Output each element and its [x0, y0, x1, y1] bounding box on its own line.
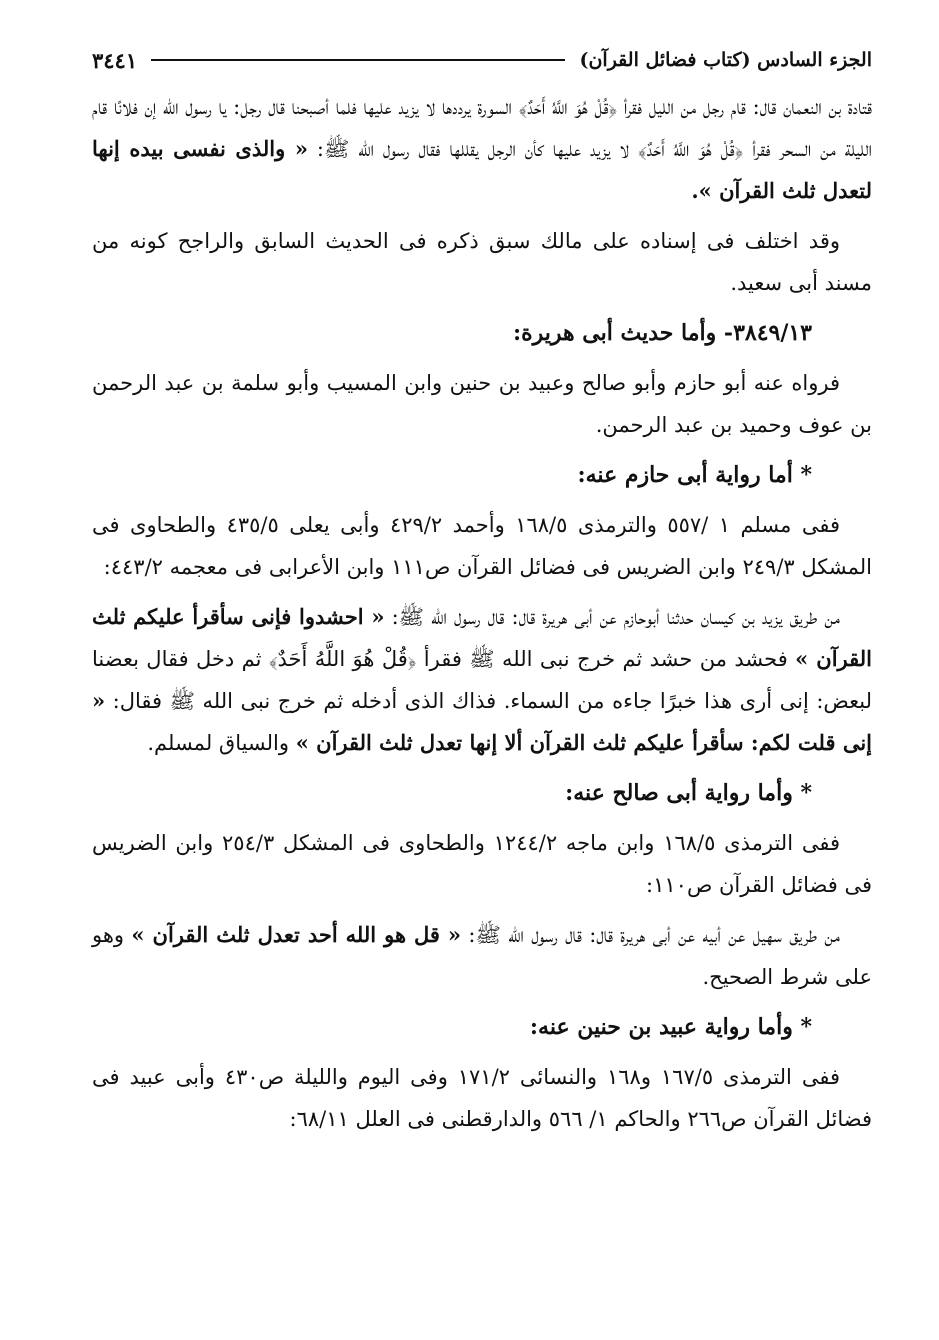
bold-text-segment: * أما رواية أبى حازم عنه: [577, 462, 812, 488]
text-segment: فرواه عنه أبو حازم وأبو صالح وعبيد بن حنين وابن المسيب وأبو سلمة بن عبد الرحمن بن عوف وحميد بن عبد الرحمن. [92, 371, 872, 437]
page-header [92, 40, 872, 80]
section-heading [92, 454, 872, 496]
text-segment: من طريق سهيل عن أبيه عن أبى هريرة قال: قال رسول الله ﷺ: [461, 923, 840, 947]
text-segment: وقد اختلف فى إسناده على مالك سبق ذكره فى الحديث السابق والراجح كونه من مسند أبى سعيد. [92, 229, 872, 295]
text-segment: وهو على شرط الصحيح. [92, 923, 872, 989]
bold-text-segment: « والذى نفسى بيده إنها لتعدل ثلث القرآن ». [92, 136, 872, 203]
paragraph [92, 362, 872, 446]
paragraph [92, 822, 872, 906]
paragraph [92, 1056, 872, 1140]
text-segment: ففى الترمذى ١٦٧/٥ و١٦٨ والنسائى ١٧١/٢ وفى اليوم والليلة ص٤٣٠ وأبى عبيد فى فضائل القرآن ص٢٦٦ والحاكم ١/ ٥٦٦ والدارقطنى فى العلل ٦٨/١١: [92, 1065, 872, 1131]
page-number: ٣٤٤١ [92, 47, 138, 73]
bold-text-segment: « قل هو الله أحد تعدل ثلث القرآن » [131, 922, 462, 947]
header-rule [151, 59, 565, 61]
running-title: الجزء السادس (كتاب فضائل القرآن) [579, 49, 872, 71]
text-segment: قتادة بن النعمان قال: قام رجل من الليل فقرأ ﴿قُلْ هُوَ اللَّهُ أَحَدٌ﴾ السورة يرددها لا يزيد عليها فلما أصبحنا قال رجل: يا رسول الله إن فلانًا قام الليلة من السحر فقرأ ﴿قُلْ هُوَ اللَّهُ أَحَدٌ﴾ لا يزيد عليها كأن الرجل يقللها فقال رسول الله ﷺ: [92, 95, 872, 161]
paragraph [92, 220, 872, 304]
text-segment: من طريق يزيد بن كيسان حدثنا أبوحازم عن أبى هريرة قال: قال رسول الله ﷺ: [384, 605, 840, 629]
bold-text-segment: * وأما رواية عبيد بن حنين عنه: [529, 1014, 812, 1040]
bold-text-segment: « احشدوا فإنى سأقرأ عليكم ثلث القرآن » [92, 604, 873, 671]
bold-text-segment: ٣٨٤٩/١٣- وأما حديث أبى هريرة: [512, 320, 812, 346]
paragraph [92, 596, 872, 764]
text-segment: فحشد من حشد ثم خرج نبى الله ﷺ فقرأ ﴿قُلْ هُوَ اللَّهُ أَحَدٌ﴾ ثم دخل فقال بعضنا لبعض: إنى أرى هذا خبرًا جاءه من السماء. فذاك الذى أدخله ثم خرج نبى الله ﷺ فقال: [92, 647, 872, 713]
text-segment: والسياق لمسلم. [147, 731, 296, 755]
section-heading [92, 312, 872, 354]
paragraph [92, 86, 872, 212]
page-body [92, 86, 872, 1140]
section-heading [92, 772, 872, 814]
bold-text-segment: * وأما رواية أبى صالح عنه: [565, 780, 812, 806]
paragraph [92, 504, 872, 588]
section-heading [92, 1006, 872, 1048]
text-segment: ففى الترمذى ١٦٨/٥ وابن ماجه ١٢٤٤/٢ والطحاوى فى المشكل ٢٥٤/٣ وابن الضريس فى فضائل القرآن ص١١٠: [92, 831, 872, 897]
text-segment: ففى مسلم ١ /٥٥٧ والترمذى ١٦٨/٥ وأحمد ٤٢٩/٢ وأبى يعلى ٤٣٥/٥ والطحاوى فى المشكل ٢٤٩/٣ وابن الضريس فى فضائل القرآن ص١١١ وابن الأعرابى فى معجمه ٤٤٣/٢: [92, 513, 872, 579]
paragraph [92, 914, 872, 998]
bold-text-segment: « إنى قلت لكم: سأقرأ عليكم ثلث القرآن ألا إنها تعدل ثلث القرآن » [92, 688, 872, 755]
document-page [92, 40, 872, 1148]
